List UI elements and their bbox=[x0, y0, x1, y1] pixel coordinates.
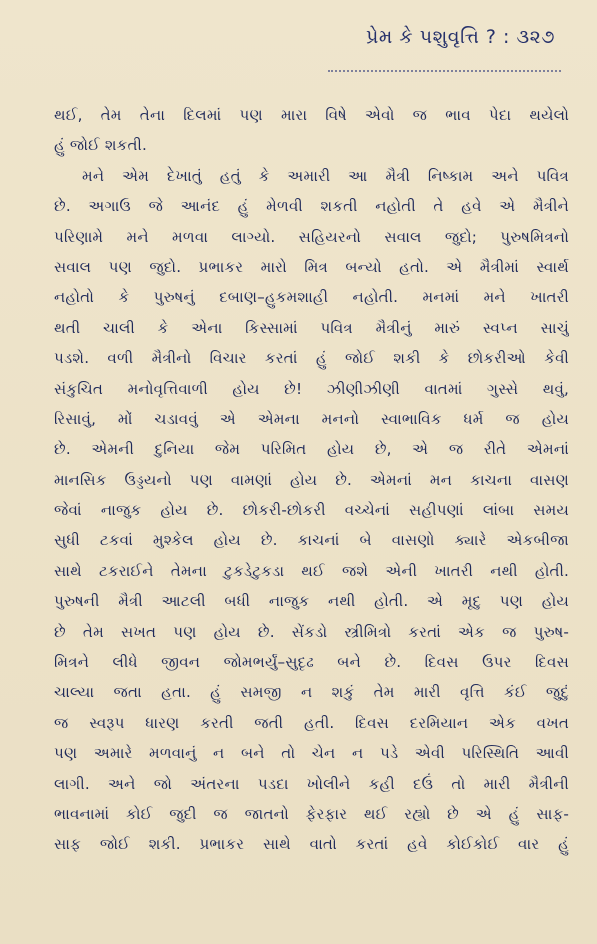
text-line: ચાલ્યા જતા હતા. હું સમજી ન શકું તેમ મારી વૃત્તિ કંઈ જુદું bbox=[54, 683, 569, 702]
page-body-text bbox=[54, 100, 569, 860]
text-line: પણ અમારે મળવાનું ન બને તો ચેન ન પડે એવી પરિસ્થિતિ આવી bbox=[54, 744, 569, 763]
text-line: સુધી ટકવાં મુશ્કેલ હોય છે. કાચનાં બે વાસણો ક્યારે એકબીજા bbox=[54, 531, 569, 550]
paragraph-first-line: મને એમ દેખાતું હતું કે અમારી આ મૈત્રી નિષ્કામ અને પવિત્ર bbox=[82, 166, 569, 185]
text-line: નહોતો કે પુરુષનું દબાણ–હુકમશાહી નહોતી. મનમાં મને ખાતરી bbox=[54, 288, 569, 307]
text-line: સાફ જોઈ શકી. પ્રભાકર સાથે વાતો કરતાં હવે કોઈકોઈ વાર હું bbox=[54, 835, 569, 854]
text-line: છે તેમ સખત પણ હોય છે. સેંકડો સ્ત્રીમિત્રો કરતાં એક જ પુરુષ- bbox=[54, 622, 569, 641]
text-line: છે. અગાઉ જે આનંદ હું મેળવી શકતી નહોતી તે હવે એ મૈત્રીને bbox=[54, 197, 569, 216]
text-line: પુરુષની મૈત્રી આટલી બધી નાજુક નથી હોતી. એ મૃદુ પણ હોય bbox=[54, 592, 569, 611]
text-line: હું જોઈ શકતી. bbox=[54, 136, 147, 155]
text-line: રિસાવું, મોં ચડાવવું એ એમના મનનો સ્વાભાવિક ધર્મ જ હોય bbox=[54, 409, 569, 428]
text-line: સંકુચિત મનોવૃત્તિવાળી હોય છે! ઝીણીઝીણી વાતમાં ગુસ્સે થવું, bbox=[54, 379, 569, 398]
header-rule bbox=[328, 70, 561, 75]
text-line: જેવાં નાજુક હોય છે. છોકરી-છોકરી વચ્ચેનાં સહીપણાં લાંબા સમય bbox=[54, 501, 569, 520]
text-line: જ સ્વરૂપ ધારણ કરતી જતી હતી. દિવસ દરમિયાન એક વખત bbox=[54, 713, 569, 732]
text-line: થતી ચાલી કે એના કિસ્સામાં પવિત્ર મૈત્રીનું મારું સ્વપ્ન સાચું bbox=[54, 318, 569, 337]
text-line: સાથે ટકરાઈને તેમના ટુકડેટુકડા થઈ જશે એની ખાતરી નથી હોતી. bbox=[54, 561, 569, 580]
text-line: સવાલ પણ જુદો. પ્રભાકર મારો મિત્ર બન્યો હતો. એ મૈત્રીમાં સ્વાર્થ bbox=[54, 257, 569, 276]
text-line: પરિણામે મને મળવા લાગ્યો. સહિયરનો સવાલ જુદો; પુરુષમિત્રનો bbox=[54, 227, 569, 246]
text-line: પડશે. વળી મૈત્રીનો વિચાર કરતાં હું જોઈ શકી કે છોકરીઓ કેવી bbox=[54, 349, 569, 368]
text-line: લાગી. અને જો અંતરના પડદા ખોલીને કહી દઉં તો મારી મૈત્રીની bbox=[54, 774, 569, 793]
running-header: પ્રેમ કે પશુવૃત્તિ ? : ૩૨૭ bbox=[366, 26, 555, 48]
text-line: છે. એમની દુનિયા જેમ પરિમિત હોય છે, એ જ રીતે એમનાં bbox=[54, 440, 569, 459]
text-line: ભાવનામાં કોઈ જુદી જ જાતનો ફેરફાર થઈ રહ્યો છે એ હું સાફ- bbox=[54, 804, 569, 823]
text-line: થઈ, તેમ તેના દિલમાં પણ મારા વિષે એવો જ ભાવ પેદા થયેલો bbox=[54, 106, 569, 124]
text-line: મિત્રને લીધે જીવન જોમભર્યું–સુદૃઢ બને છે. દિવસ ઉપર દિવસ bbox=[54, 653, 569, 672]
text-line: માનસિક ઉડ્ડયનો પણ વામણાં હોય છે. એમનાં મન કાચના વાસણ bbox=[54, 470, 569, 489]
